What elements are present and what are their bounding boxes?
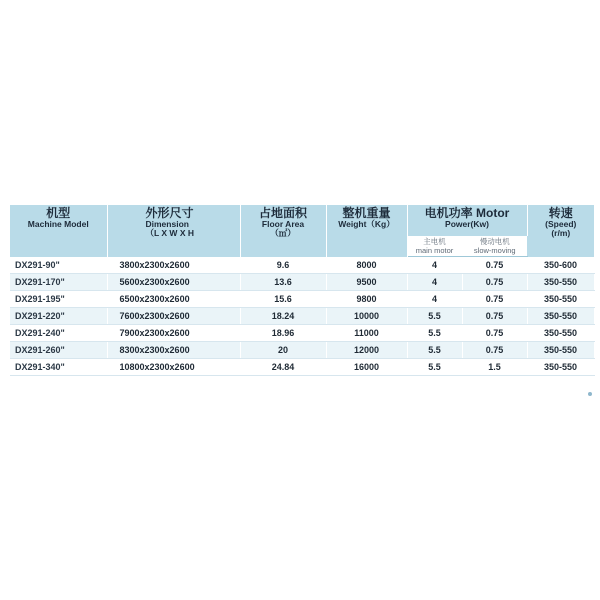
header-floor-area-en: Floor Area bbox=[261, 218, 305, 229]
header-model-en: Machine Model bbox=[27, 218, 89, 229]
cell-floor-area: 9.6 bbox=[240, 257, 326, 274]
table-row bbox=[10, 291, 594, 308]
cell-dimension: 5600x2300x2600 bbox=[107, 274, 240, 291]
cell-slow-motor: 0.75 bbox=[462, 342, 527, 359]
cell-slow-motor: 1.5 bbox=[462, 359, 527, 376]
cell-floor-area: 18.24 bbox=[240, 308, 326, 325]
cell-dimension: 8300x2300x2600 bbox=[107, 342, 240, 359]
cell-weight: 12000 bbox=[326, 342, 407, 359]
cell-slow-motor: 0.75 bbox=[462, 325, 527, 342]
table-row bbox=[10, 342, 594, 359]
cell-weight: 9800 bbox=[326, 291, 407, 308]
cell-speed: 350-550 bbox=[527, 291, 594, 308]
header-floor-area bbox=[240, 205, 326, 257]
header-slow-motor bbox=[462, 236, 527, 257]
cell-dimension: 7900x2300x2600 bbox=[107, 325, 240, 342]
header-dimension-zh: 外形尺寸 bbox=[145, 206, 194, 220]
cell-speed: 350-600 bbox=[527, 257, 594, 274]
cell-model: DX291-90" bbox=[10, 257, 107, 274]
cell-dimension: 7600x2300x2600 bbox=[107, 308, 240, 325]
cell-floor-area: 18.96 bbox=[240, 325, 326, 342]
header-power-en: Power(Kw) bbox=[445, 218, 489, 229]
cell-dimension: 3800x2300x2600 bbox=[107, 257, 240, 274]
header-weight-en: Weight（Kg） bbox=[338, 218, 395, 229]
header-dimension-en: Dimension bbox=[145, 218, 189, 229]
table-row bbox=[10, 325, 594, 342]
cell-speed: 350-550 bbox=[527, 325, 594, 342]
table-row bbox=[10, 274, 594, 291]
header-speed-en: (Speed) bbox=[545, 218, 577, 229]
cell-model: DX291-220" bbox=[10, 308, 107, 325]
cell-weight: 10000 bbox=[326, 308, 407, 325]
header-floor-area-zh: 占地面积 bbox=[258, 206, 307, 220]
cell-floor-area: 15.6 bbox=[240, 291, 326, 308]
cell-weight: 16000 bbox=[326, 359, 407, 376]
header-floor-area-unit: （㎡） bbox=[270, 227, 296, 238]
cell-weight: 9500 bbox=[326, 274, 407, 291]
cell-model: DX291-340" bbox=[10, 359, 107, 376]
header-main-motor bbox=[407, 236, 462, 257]
cell-main-motor: 5.5 bbox=[407, 308, 462, 325]
cell-slow-motor: 0.75 bbox=[462, 291, 527, 308]
header-weight-zh: 整机重量 bbox=[342, 206, 391, 220]
spec-table-body bbox=[10, 257, 594, 376]
cell-floor-area: 20 bbox=[240, 342, 326, 359]
machine-spec-table bbox=[10, 205, 595, 376]
cell-floor-area: 13.6 bbox=[240, 274, 326, 291]
header-speed-zh: 转速 bbox=[548, 206, 573, 220]
header-slow-motor-en: slow-moving bbox=[473, 245, 516, 255]
table-row bbox=[10, 359, 594, 376]
cell-slow-motor: 0.75 bbox=[462, 257, 527, 274]
cell-model: DX291-170" bbox=[10, 274, 107, 291]
cell-main-motor: 4 bbox=[407, 274, 462, 291]
cell-dimension: 6500x2300x2600 bbox=[107, 291, 240, 308]
cell-main-motor: 5.5 bbox=[407, 342, 462, 359]
header-dimension bbox=[107, 205, 240, 257]
table-row bbox=[10, 257, 594, 274]
header-main-motor-en: main motor bbox=[415, 245, 454, 255]
cell-main-motor: 4 bbox=[407, 257, 462, 274]
cell-dimension: 10800x2300x2600 bbox=[107, 359, 240, 376]
cell-speed: 350-550 bbox=[527, 308, 594, 325]
cell-model: DX291-195" bbox=[10, 291, 107, 308]
header-speed-unit: (r/m) bbox=[551, 227, 571, 238]
cell-model: DX291-240" bbox=[10, 325, 107, 342]
header-dimension-unit: （L X W X H bbox=[145, 227, 194, 238]
cell-weight: 8000 bbox=[326, 257, 407, 274]
cell-speed: 350-550 bbox=[527, 359, 594, 376]
cell-speed: 350-550 bbox=[527, 342, 594, 359]
header-model-zh: 机型 bbox=[46, 206, 71, 220]
header-power-zh: 电机功率 Motor bbox=[424, 206, 510, 220]
cell-weight: 11000 bbox=[326, 325, 407, 342]
cell-floor-area: 24.84 bbox=[240, 359, 326, 376]
table-row bbox=[10, 308, 594, 325]
cell-main-motor: 5.5 bbox=[407, 325, 462, 342]
cell-slow-motor: 0.75 bbox=[462, 308, 527, 325]
header-speed bbox=[527, 205, 594, 257]
spec-table-container bbox=[10, 205, 594, 376]
cell-speed: 350-550 bbox=[527, 274, 594, 291]
header-power bbox=[407, 205, 527, 236]
header-weight bbox=[326, 205, 407, 257]
header-model bbox=[10, 205, 107, 257]
cell-model: DX291-260" bbox=[10, 342, 107, 359]
cell-main-motor: 4 bbox=[407, 291, 462, 308]
header-slow-motor-zh: 慢动电机 bbox=[479, 237, 510, 246]
cell-slow-motor: 0.75 bbox=[462, 274, 527, 291]
header-main-motor-zh: 主电机 bbox=[423, 237, 446, 246]
decorative-dot bbox=[588, 392, 592, 396]
cell-main-motor: 5.5 bbox=[407, 359, 462, 376]
